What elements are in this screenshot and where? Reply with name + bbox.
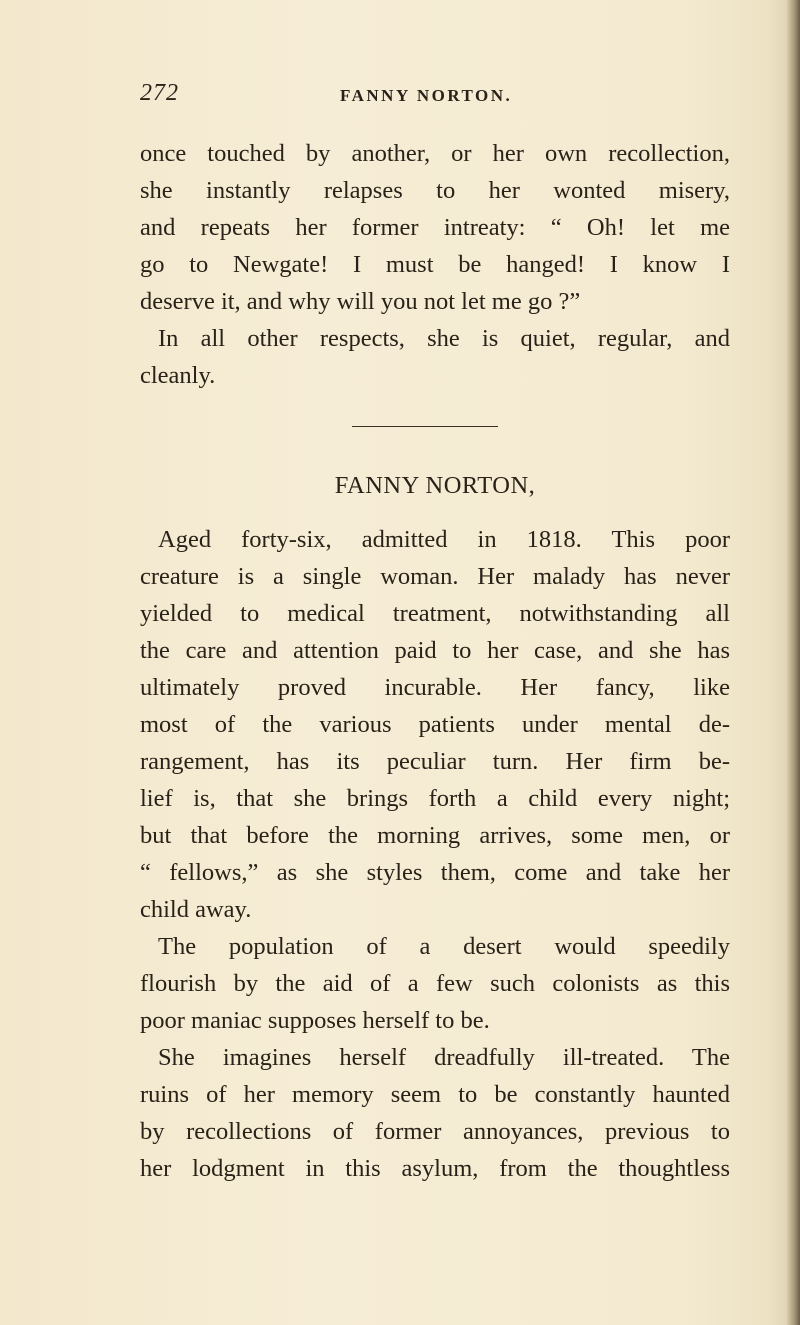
text-line: flourish by the aid of a few such colonists as this	[140, 970, 730, 997]
section-divider-rule	[352, 426, 498, 427]
text-line: She imagines herself dreadfully ill-treated. The	[158, 1044, 730, 1071]
text-line: her lodgment in this asylum, from the thoughtless	[140, 1155, 730, 1182]
main-text	[140, 521, 730, 1187]
text-line: she instantly relapses to her wonted misery,	[140, 177, 730, 204]
page-edge-shadow	[786, 0, 800, 1325]
text-line: ultimately proved incurable. Her fancy, like	[140, 674, 730, 701]
text-line: The population of a desert would speedily	[158, 933, 730, 960]
text-line: poor maniac supposes herself to be.	[140, 1007, 490, 1034]
running-header	[140, 80, 730, 110]
text-line: ruins of her memory seem to be constantly haunted	[140, 1081, 730, 1108]
text-line: deserve it, and why will you not let me go ?”	[140, 288, 581, 315]
top-paragraph	[140, 135, 730, 394]
text-line: go to Newgate! I must be hanged! I know I	[140, 251, 730, 278]
text-line: rangement, has its peculiar turn. Her firm be-	[140, 748, 730, 775]
text-line: most of the various patients under mental de-	[140, 711, 730, 738]
text-line: “ fellows,” as she styles them, come and take her	[140, 859, 730, 886]
text-line: and repeats her former intreaty: “ Oh! let me	[140, 214, 730, 241]
text-line: by recollections of former annoyances, previous to	[140, 1118, 730, 1145]
section-heading: FANNY NORTON,	[334, 472, 536, 499]
running-title: FANNY NORTON.	[340, 86, 513, 105]
text-line: creature is a single woman. Her malady has never	[140, 563, 730, 590]
text-line: lief is, that she brings forth a child every night;	[140, 785, 730, 812]
text-line: yielded to medical treatment, notwithstanding all	[140, 600, 730, 627]
text-line: but that before the morning arrives, some men, or	[140, 822, 730, 849]
text-line: In all other respects, she is quiet, regular, and	[158, 325, 730, 352]
text-line: cleanly.	[140, 362, 216, 389]
text-line: once touched by another, or her own recollection,	[140, 140, 730, 167]
text-line: child away.	[140, 896, 252, 923]
text-line: the care and attention paid to her case, and she has	[140, 637, 730, 664]
page-number: 272	[140, 80, 179, 106]
text-line: Aged forty-six, admitted in 1818. This poor	[158, 526, 730, 553]
